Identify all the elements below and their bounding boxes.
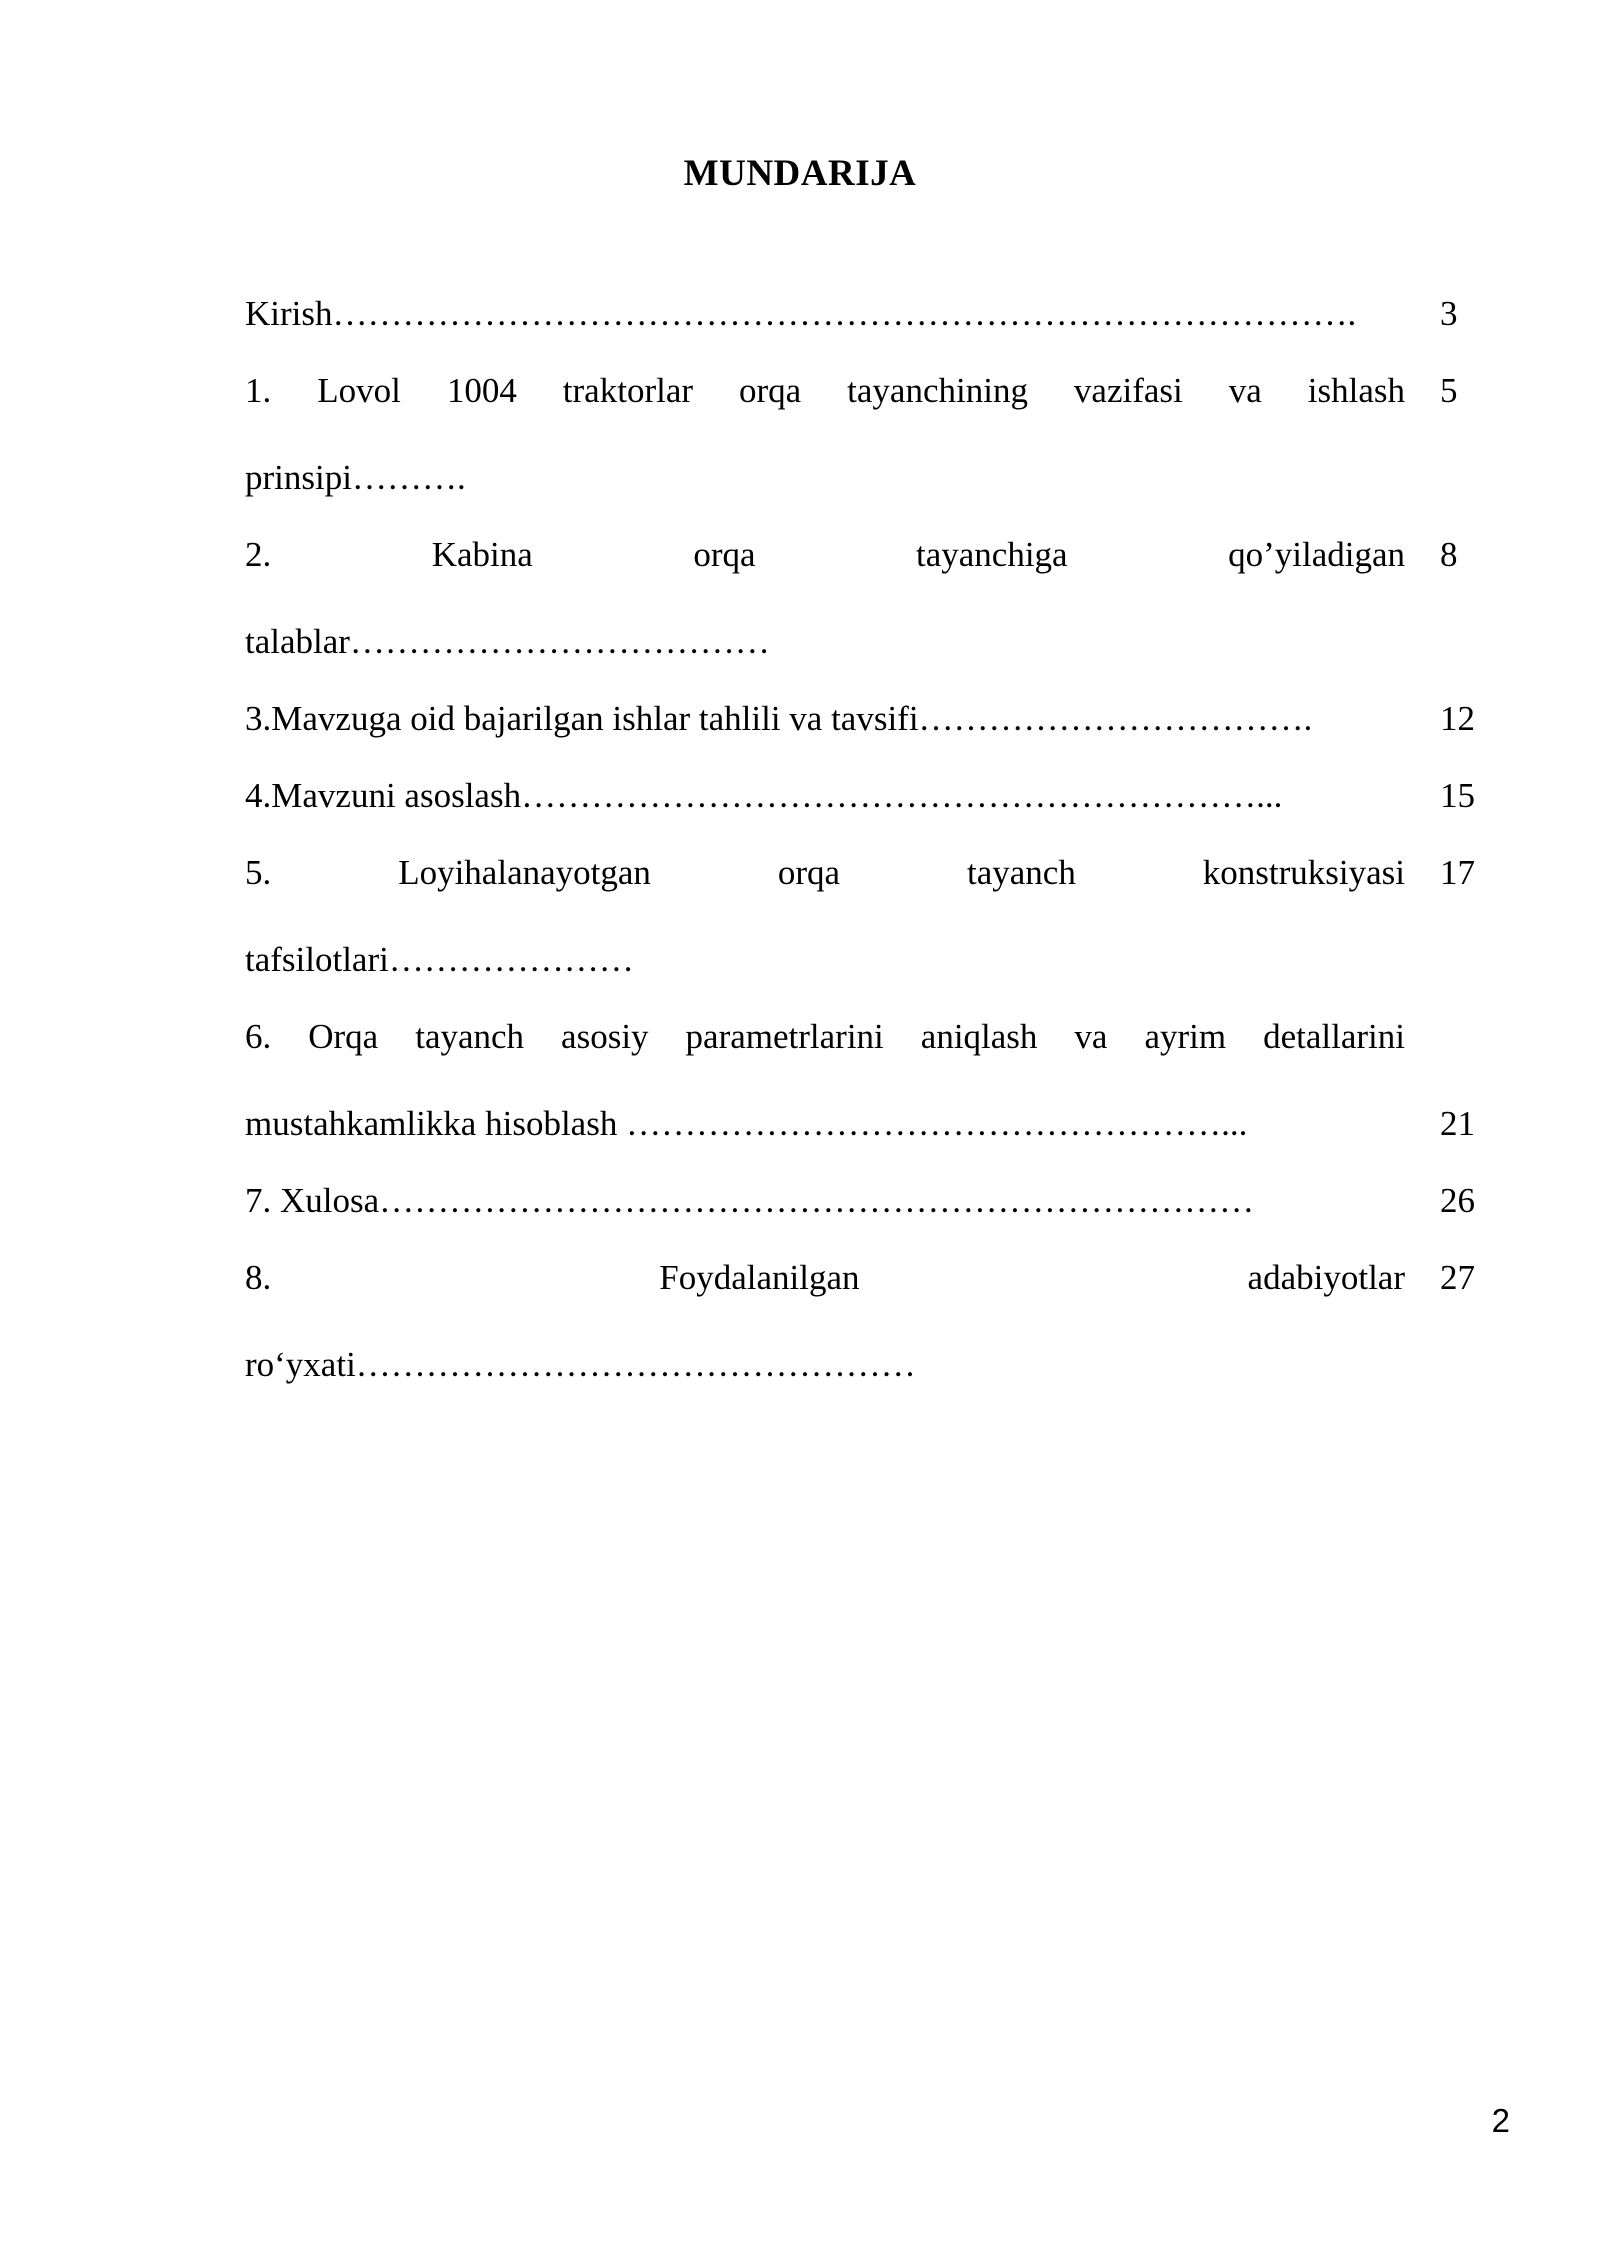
toc-entry-text-line2: tafsilotlari………………… — [245, 940, 634, 979]
page-title: MUNDARIJA — [683, 153, 917, 194]
toc-entry-text-line2: mustahkamlikka hisoblash ……………………………………………... — [245, 1104, 1248, 1143]
toc-entry-text: 4.Mavzuni asoslash………………………………………………………... — [245, 776, 1283, 815]
toc-entry-text-line2: prinsipi………. — [245, 458, 466, 497]
toc-entry-text: 3.Mavzuga oid bajarilgan ishlar tahlili va tavsifi……………………………. — [245, 699, 1313, 738]
toc-entry-text: 1. Lovol 1004 traktorlar orqa tayanchining vazifasi va ishlash — [245, 371, 1405, 410]
toc-entry-page: 12 — [1440, 699, 1475, 738]
page-number: 2 — [1491, 2102, 1510, 2139]
toc-entry-text-line2: talablar……………………………… — [245, 622, 770, 661]
toc-entry-text-line2: ro‘yxati………………………………………… — [245, 1345, 916, 1384]
toc-entry-text: 8. Foydalanilgan adabiyotlar — [245, 1258, 1405, 1297]
toc-entry-page: 21 — [1440, 1104, 1475, 1143]
toc-entry-text: Kirish……………………………………………………………………………. — [245, 294, 1357, 333]
toc-entry-page: 3 — [1440, 294, 1458, 333]
toc-entry-text: 5. Loyihalanayotgan orqa tayanch konstruksiyasi — [245, 853, 1405, 892]
toc-entry-page: 15 — [1440, 776, 1475, 815]
toc-entry-text: 6. Orqa tayanch asosiy parametrlarini aniqlash va ayrim detallarini — [245, 1017, 1405, 1056]
toc-entry-page: 27 — [1440, 1258, 1475, 1297]
toc-entry-text: 7. Xulosa………………………………………………………………… — [245, 1181, 1255, 1220]
toc-entry-page: 26 — [1440, 1181, 1475, 1220]
toc-entry-page: 8 — [1440, 535, 1458, 574]
toc-entry-page: 17 — [1440, 853, 1475, 892]
toc-entry-text: 2. Kabina orqa tayanchiga qo’yiladigan — [245, 535, 1405, 574]
toc-entry-page: 5 — [1440, 371, 1458, 410]
